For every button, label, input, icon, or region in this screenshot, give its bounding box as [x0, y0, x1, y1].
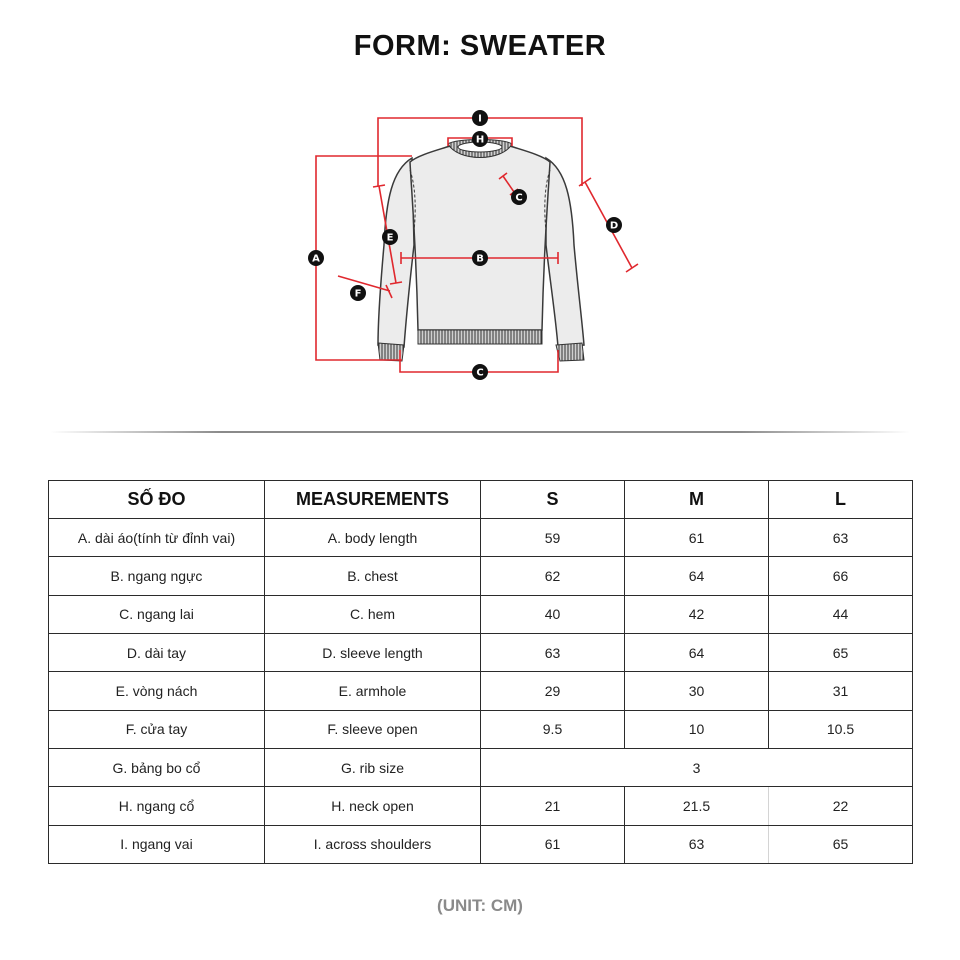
cell-m: 64 — [625, 557, 769, 595]
cell-en: I. across shoulders — [265, 825, 481, 863]
cell-vi: D. dài tay — [49, 633, 265, 671]
cell-vi: C. ngang lai — [49, 595, 265, 633]
cell-vi: I. ngang vai — [49, 825, 265, 863]
badge-i — [472, 110, 488, 126]
header-size-m: M — [625, 481, 769, 519]
table-row — [49, 825, 913, 863]
cell-s: 21 — [481, 787, 625, 825]
badge-c-neck — [511, 189, 527, 205]
badge-d — [606, 217, 622, 233]
page-title: FORM: SWEATER — [353, 30, 607, 62]
badge-h — [472, 131, 488, 147]
cell-m: 21.5 — [625, 787, 769, 825]
svg-text:E: E — [386, 232, 394, 244]
svg-text:F: F — [354, 288, 362, 300]
cell-l: 65 — [769, 633, 913, 671]
cell-m: 30 — [625, 672, 769, 710]
cell-l: 31 — [769, 672, 913, 710]
cell-m: 64 — [625, 633, 769, 671]
cell-en: E. armhole — [265, 672, 481, 710]
badge-b — [472, 250, 488, 266]
unit-note: (UNIT: CM) — [437, 896, 523, 915]
cell-vi: F. cửa tay — [49, 710, 265, 748]
badge-c-hem — [472, 364, 488, 380]
header-so-do: SỐ ĐO — [49, 481, 265, 519]
badge-f — [350, 285, 366, 301]
svg-text:C: C — [515, 192, 523, 204]
svg-text:A: A — [312, 253, 320, 265]
right-cuff — [556, 343, 584, 361]
svg-text:D: D — [609, 220, 619, 232]
cell-l: 65 — [769, 825, 913, 863]
cell-en: F. sleeve open — [265, 710, 481, 748]
cell-s: 61 — [481, 825, 625, 863]
table-row — [49, 672, 913, 710]
cell-en: B. chest — [265, 557, 481, 595]
sweater-measurement-diagram — [0, 0, 960, 420]
cell-m: 42 — [625, 595, 769, 633]
table-row — [49, 595, 913, 633]
svg-text:B: B — [476, 253, 484, 265]
cell-vi: B. ngang ngực — [49, 557, 265, 595]
badge-a — [308, 250, 324, 266]
table-header-row — [49, 481, 913, 519]
cell-vi: E. vòng nách — [49, 672, 265, 710]
right-sleeve — [546, 158, 584, 347]
cell-vi: G. bảng bo cổ — [49, 748, 265, 786]
section-divider — [50, 431, 910, 433]
cell-m: 10 — [625, 710, 769, 748]
cell-en: D. sleeve length — [265, 633, 481, 671]
cell-l: 66 — [769, 557, 913, 595]
cell-m: 63 — [625, 825, 769, 863]
cell-en: H. neck open — [265, 787, 481, 825]
header-size-l: L — [769, 481, 913, 519]
cell-m: 61 — [625, 519, 769, 557]
cell-l: 22 — [769, 787, 913, 825]
table-row — [49, 710, 913, 748]
size-chart-table — [48, 480, 913, 864]
svg-text:H: H — [475, 134, 485, 146]
cell-s: 63 — [481, 633, 625, 671]
cell-s: 40 — [481, 595, 625, 633]
cell-vi: A. dài áo(tính từ đỉnh vai) — [49, 519, 265, 557]
cell-all-sizes: 3 — [481, 748, 913, 786]
svg-text:I: I — [478, 113, 482, 125]
cell-l: 63 — [769, 519, 913, 557]
left-sleeve — [378, 158, 414, 347]
cell-s: 9.5 — [481, 710, 625, 748]
table-row — [49, 557, 913, 595]
cell-en: G. rib size — [265, 748, 481, 786]
table-row — [49, 633, 913, 671]
table-row — [49, 519, 913, 557]
cell-s: 59 — [481, 519, 625, 557]
cell-en: C. hem — [265, 595, 481, 633]
cell-s: 29 — [481, 672, 625, 710]
table-row — [49, 787, 913, 825]
hem-rib — [418, 330, 542, 344]
cell-l: 10.5 — [769, 710, 913, 748]
sweater-body — [410, 146, 550, 330]
header-size-s: S — [481, 481, 625, 519]
badge-e — [382, 229, 398, 245]
svg-text:C: C — [476, 367, 484, 379]
cell-l: 44 — [769, 595, 913, 633]
cell-vi: H. ngang cổ — [49, 787, 265, 825]
cell-en: A. body length — [265, 519, 481, 557]
header-measurements: MEASUREMENTS — [265, 481, 481, 519]
table-row — [49, 748, 913, 786]
cell-s: 62 — [481, 557, 625, 595]
